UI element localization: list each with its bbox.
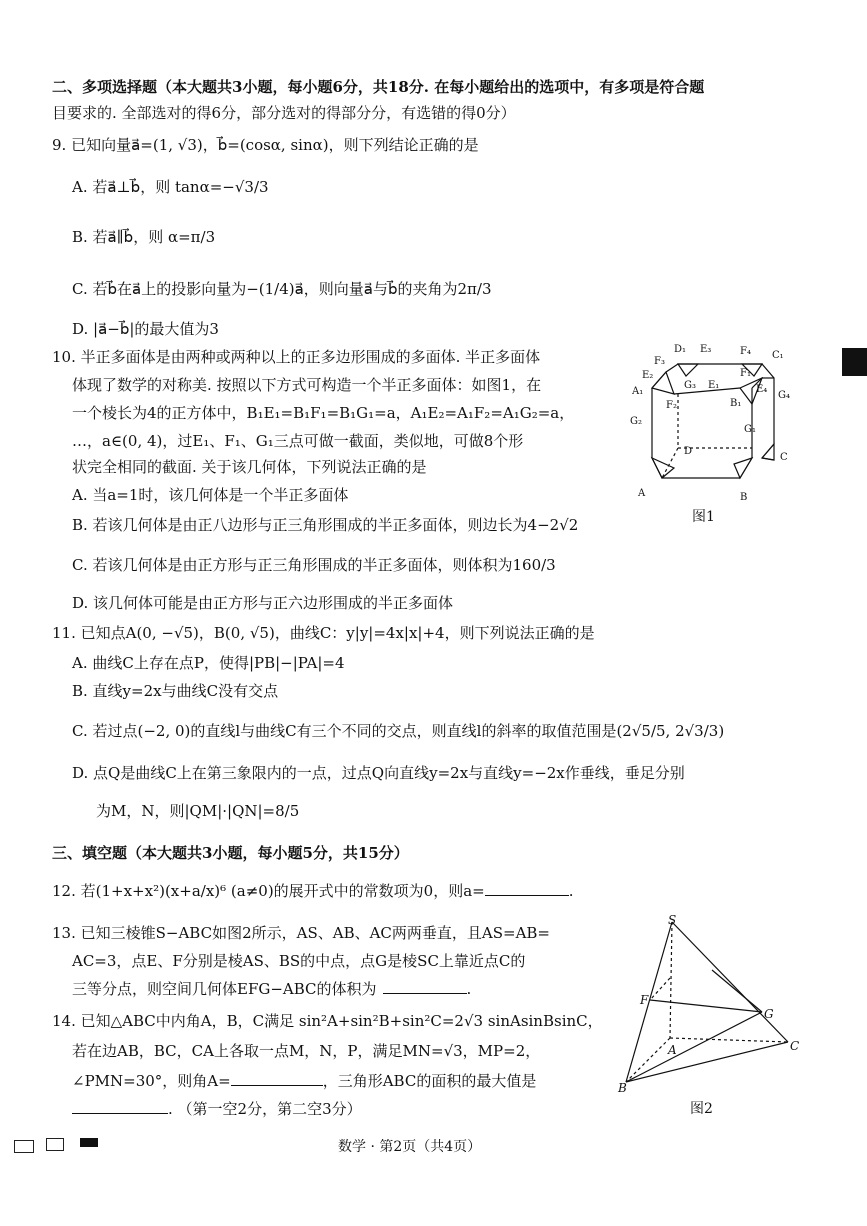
q10-option-a: A. 当a=1时，该几何体是一个半正多面体 bbox=[72, 486, 349, 504]
q9-option-b: B. 若a⃗∥b⃗，则 α=π/3 bbox=[72, 228, 216, 246]
q14-answer-blank-1[interactable] bbox=[231, 1085, 323, 1086]
q11-option-d-line2: 为M，N，则|QM|·|QN|=8/5 bbox=[96, 802, 300, 820]
fig1-label-a: A bbox=[638, 488, 646, 499]
fig1-label-f2: F₂ bbox=[666, 400, 677, 411]
edge-tab-mark bbox=[842, 348, 867, 376]
q10-line1: 10. 半正多面体是由两种或两种以上的正多边形围成的多面体. 半正多面体 bbox=[52, 348, 541, 366]
q11-option-b: B. 直线y=2x与曲线C没有交点 bbox=[72, 682, 279, 700]
q9-option-d: D. |a⃗−b⃗|的最大值为3 bbox=[72, 320, 219, 338]
q12-end: . bbox=[568, 882, 574, 900]
q13-line2: AC=3，点E、F分别是棱AS、BS的中点，点G是棱SC上靠近点C的 bbox=[72, 952, 526, 970]
fig1-label-g3: G₃ bbox=[684, 380, 696, 391]
section-3-header: 三、填空题（本大题共3小题，每小题5分，共15分） bbox=[52, 844, 409, 862]
scan-marker-filled bbox=[80, 1138, 98, 1147]
fig1-label-e1: E₁ bbox=[708, 380, 720, 391]
fig1-label-d: D bbox=[684, 446, 693, 457]
q11-option-d-line1: D. 点Q是曲线C上在第三象限内的一点，过点Q向直线y=2x与直线y=−2x作垂线，垂足分别 bbox=[72, 764, 685, 782]
fig1-label-e2: E₂ bbox=[642, 370, 654, 381]
figure-2-tetrahedron bbox=[612, 912, 812, 1092]
fig2-label-b: B bbox=[618, 1081, 627, 1092]
fig2-label-g: G bbox=[764, 1007, 774, 1021]
q13-end: . bbox=[466, 980, 472, 998]
q10-option-d: D. 该几何体可能是由正方形与正六边形围成的半正多面体 bbox=[72, 594, 454, 612]
footer-page-number: 数学 · 第2页（共4页） bbox=[338, 1139, 482, 1155]
fig1-label-d1: D₁ bbox=[674, 344, 687, 355]
fig1-label-g1: G₁ bbox=[744, 424, 756, 435]
fig2-label-f: F bbox=[640, 993, 649, 1007]
q10-line5: 状完全相同的截面. 关于该几何体，下列说法正确的是 bbox=[72, 458, 427, 476]
q14-line4 bbox=[72, 1098, 362, 1119]
fig1-label-b1: B₁ bbox=[730, 398, 742, 409]
fig1-label-c: C bbox=[780, 452, 788, 463]
q11-stem: 11. 已知点A(0, −√5)，B(0, √5)，曲线C：y|y|=4x|x|+4，则下列说法正确的是 bbox=[52, 624, 595, 642]
fig1-label-c1: C₁ bbox=[772, 350, 784, 361]
q14-line4-text: . （第一空2分，第二空3分） bbox=[168, 1100, 362, 1118]
q12-stem: 12. 若(1+x+x²)(x+a/x)⁶ (a≠0)的展开式中的常数项为0，则a= bbox=[52, 882, 485, 900]
q9-option-a: A. 若a⃗⊥b⃗，则 tanα=−√3/3 bbox=[72, 178, 269, 196]
q12-text bbox=[52, 880, 574, 901]
fig1-label-f1: F₁ bbox=[740, 368, 751, 379]
q10-option-c: C. 若该几何体是由正方形与正三角形围成的半正多面体，则体积为160/3 bbox=[72, 556, 556, 574]
q13-answer-blank[interactable] bbox=[383, 993, 467, 994]
fig1-label-f4: F₄ bbox=[740, 346, 751, 357]
q14-line3-b: ，三角形ABC的面积的最大值是 bbox=[322, 1072, 537, 1090]
scan-marker-box-1 bbox=[14, 1140, 34, 1153]
q10-option-b: B. 若该几何体是由正八边形与正三角形围成的半正多面体，则边长为4−2√2 bbox=[72, 516, 579, 534]
q10-line2: 体现了数学的对称美. 按照以下方式可构造一个半正多面体：如图1，在 bbox=[72, 376, 542, 394]
fig1-label-g2: G₂ bbox=[630, 416, 642, 427]
q14-line1: 14. 已知△ABC中内角A，B，C满足 sin²A+sin²B+sin²C=2√3 sinAsinBsinC， bbox=[52, 1012, 603, 1030]
q14-line3 bbox=[72, 1070, 536, 1091]
fig1-label-e3: E₃ bbox=[700, 344, 712, 355]
fig1-label-b: B bbox=[740, 492, 748, 503]
q13-line3 bbox=[72, 978, 471, 999]
q11-option-c: C. 若过点(−2, 0)的直线l与曲线C有三个不同的交点，则直线l的斜率的取值范围是(2√5/5, 2√3/3) bbox=[72, 722, 725, 740]
q9-option-c: C. 若b⃗在a⃗上的投影向量为−(1/4)a⃗，则向量a⃗与b⃗的夹角为2π/3 bbox=[72, 280, 492, 298]
figure-1-caption: 图1 bbox=[692, 509, 715, 525]
q11-option-a: A. 曲线C上存在点P，使得|PB|−|PA|=4 bbox=[72, 654, 345, 672]
q14-line2: 若在边AB，BC，CA上各取一点M，N，P，满足MN=√3，MP=2， bbox=[72, 1042, 541, 1060]
q9-stem: 9. 已知向量a⃗=(1, √3)，b⃗=(cosα, sinα)，则下列结论正确的是 bbox=[52, 136, 479, 154]
q14-answer-blank-2[interactable] bbox=[72, 1113, 168, 1114]
section-2-header-line1: 二、多项选择题（本大题共3小题，每小题6分，共18分. 在每小题给出的选项中，有多项是符合题 bbox=[52, 78, 705, 96]
fig1-label-e4: E₄ bbox=[756, 384, 768, 395]
figure-1-truncated-cube bbox=[622, 338, 802, 528]
fig1-label-a1: A₁ bbox=[632, 386, 644, 397]
q13-line3-text: 三等分点，则空间几何体EFG−ABC的体积为 bbox=[72, 980, 377, 998]
figure-2-caption: 图2 bbox=[690, 1101, 713, 1117]
fig1-label-f3: F₃ bbox=[654, 356, 665, 367]
q10-line3: 一个棱长为4的正方体中，B₁E₁=B₁F₁=B₁G₁=a，A₁E₂=A₁F₂=A₁G₂=a， bbox=[72, 404, 575, 422]
q12-answer-blank[interactable] bbox=[485, 895, 569, 896]
q13-line1: 13. 已知三棱锥S−ABC如图2所示，AS、AB、AC两两垂直，且AS=AB= bbox=[52, 924, 550, 942]
scan-marker-box-2 bbox=[46, 1138, 64, 1151]
fig2-label-s: S bbox=[668, 913, 677, 927]
q14-line3-a: ∠PMN=30°，则角A= bbox=[72, 1072, 231, 1090]
fig2-label-c: C bbox=[790, 1039, 800, 1053]
q10-line4: …，a∈(0, 4)，过E₁、F₁、G₁三点可做一截面，类似地，可做8个形 bbox=[72, 432, 524, 450]
fig1-label-g4: G₄ bbox=[778, 390, 790, 401]
section-2-header-line2: 目要求的. 全部选对的得6分，部分选对的得部分分，有选错的得0分） bbox=[52, 104, 516, 122]
fig2-label-a: A bbox=[668, 1043, 677, 1057]
